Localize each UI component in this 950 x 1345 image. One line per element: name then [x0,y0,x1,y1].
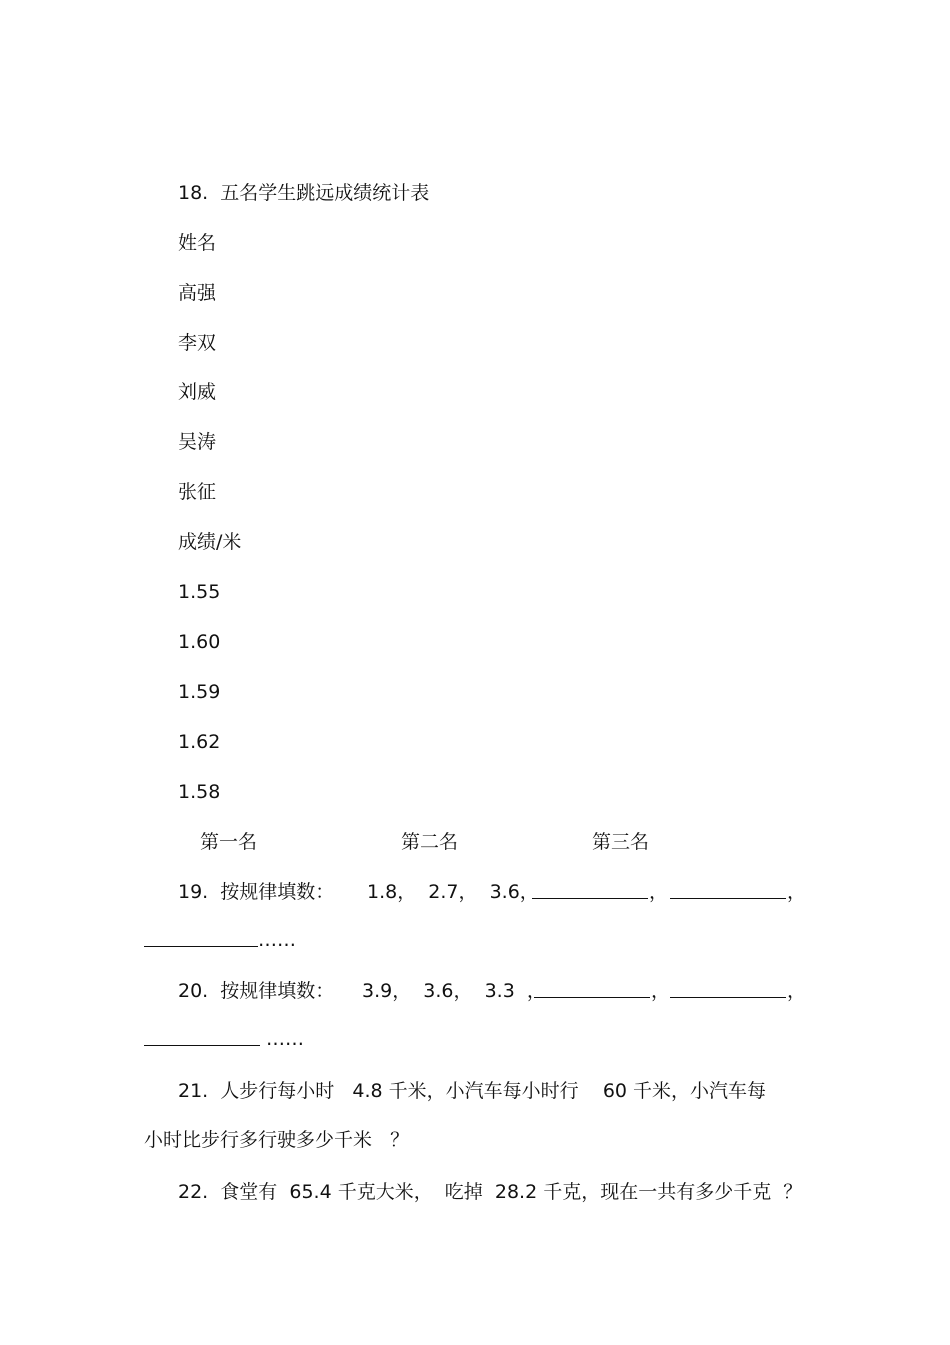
q20-blank-1[interactable] [534,979,650,1004]
q19-comma-1: ， [649,881,669,903]
q19-ellipsis: …… [258,929,296,951]
table-header-score: 成绩/米 [178,531,242,553]
q19-blank-2[interactable] [670,880,786,905]
q19-blank-3[interactable] [144,928,258,953]
q20-comma-1: ， [651,980,671,1002]
q20-blank-2[interactable] [670,979,786,1004]
q18-title: 18. 五名学生跳远成绩统计表 [178,182,430,204]
q19-blank-1[interactable] [532,880,648,905]
q19-sequence: 1.8， 2.7， 3.6， [367,881,539,903]
student-name: 张征 [178,481,217,503]
q21-line-1: 21. 人步行每小时 4.8 千米，小汽车每小时行 60 千米，小汽车每 [178,1080,767,1102]
student-score: 1.59 [178,681,221,703]
student-score: 1.60 [178,631,221,653]
student-name: 李双 [178,332,217,354]
student-score: 1.55 [178,581,221,603]
q22-line-1: 22. 食堂有 65.4 千克大米， 吃掉 28.2 千克，现在一共有多少千克 ？ [178,1181,803,1203]
table-header-name: 姓名 [178,232,217,254]
student-score: 1.58 [178,781,221,803]
student-name: 刘威 [178,381,217,403]
rank-first: 第一名 [200,831,258,853]
rank-third: 第三名 [592,831,650,853]
q21-line-2: 小时比步行多行驶多少千米 ？ [144,1129,410,1151]
q20-blank-3[interactable] [144,1027,260,1052]
q19-comma-2: ， [787,881,807,903]
student-name: 高强 [178,282,217,304]
student-score: 1.62 [178,731,221,753]
q20-ellipsis: …… [266,1028,304,1050]
rank-second: 第二名 [401,831,459,853]
q19-label: 19. 按规律填数： [178,881,335,903]
student-name: 吴涛 [178,431,217,453]
q20-comma-2: ， [787,980,807,1002]
q20-sequence: 3.9， 3.6， 3.3 ， [362,980,546,1002]
q20-label: 20. 按规律填数： [178,980,335,1002]
